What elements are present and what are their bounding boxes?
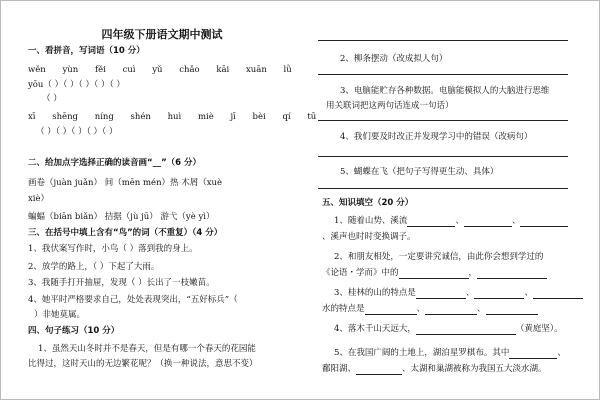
s3-item-1: 1、我伏案写作时，小鸟（ ）落到我的身上。	[28, 244, 198, 254]
pinyin: shén	[130, 112, 151, 122]
fill-blank[interactable]	[425, 306, 477, 315]
section-5-heading: 五、知识填空（20 分）	[322, 198, 414, 208]
fill-blank[interactable]	[509, 350, 557, 359]
pinyin: xuān	[245, 65, 267, 75]
fill-blank[interactable]	[520, 218, 568, 227]
r-q3b: 用关联词把这两句话连成一句话）	[326, 101, 454, 111]
fill-blank[interactable]	[477, 270, 547, 279]
fill-blank[interactable]	[533, 290, 583, 299]
r-q5: 5、蝴蝶在飞（把句子写得更生动、具体）	[340, 167, 499, 177]
k2a: 2、和朋友相处，一定要讲究诚信，由此你会想到学过的	[334, 252, 544, 262]
pinyin: yùn	[62, 65, 79, 75]
k2b-row: 《论语・学而》中的 ，	[322, 268, 547, 279]
k5a-row: 5、在我国广阔的土地上，湖泊星罗棋布。其中 、	[334, 348, 566, 358]
k1a: 1、随着山势、溪流	[334, 216, 408, 226]
pinyin: bèi	[252, 112, 266, 122]
fill-blank[interactable]	[365, 306, 417, 315]
fill-blank[interactable]	[399, 270, 469, 279]
k5a: 5、在我国广阔的土地上，湖泊星罗棋布。其中	[334, 348, 510, 358]
section-2-heading: 二、给加点字选择正确的读音画“__”（6 分）	[28, 158, 202, 168]
pinyin: lǜ	[283, 65, 292, 75]
pinyin: qí	[282, 112, 291, 122]
k3: 3、桂林的山的特点是	[334, 288, 416, 298]
s2-line-2: xiè）	[28, 194, 50, 204]
exam-title: 四年级下册语文期中测试	[101, 28, 223, 41]
fill-blank[interactable]	[464, 218, 512, 227]
r-q4: 4、我们要及时改正并发现学习中的错误（改病句）	[340, 132, 533, 142]
pinyin: wěn	[28, 65, 46, 75]
answer-brackets-row-2[interactable]: （ ）（ ）（ ）（ ）（ ）	[36, 127, 118, 137]
answer-line[interactable]	[318, 156, 568, 157]
pinyin: chǎo	[179, 65, 200, 75]
answer-line[interactable]	[318, 120, 568, 121]
pinyin: cuì	[122, 65, 136, 75]
pinyin: xī	[28, 112, 36, 122]
fill-blank[interactable]	[474, 290, 524, 299]
s3-item-3: 3、我随手打开抽屉，发现（ ）长出了一枝嫩苗。	[28, 278, 215, 288]
pinyin: miè	[197, 112, 214, 122]
answer-bracket-extra[interactable]: （ ）	[42, 94, 62, 104]
section-3-heading: 三、在括号中填上含有“鸟”的词（不重复）（4 分）	[28, 228, 223, 238]
pinyin: tū	[307, 112, 317, 122]
k3b-row: 水的特点是 、 、	[322, 304, 538, 315]
r-q3a: 3、电脑能贮存各种数据。电脑能模拟人的大脑进行思维	[340, 86, 550, 96]
pinyin-row-1	[28, 65, 306, 76]
pinyin: níng	[94, 112, 114, 122]
fill-blank[interactable]	[407, 218, 455, 227]
fill-blank[interactable]	[486, 306, 538, 315]
answer-brackets-row-1[interactable]: yōu（ ）（ ）（ ）（ ）（ ）	[28, 80, 125, 90]
k4b: （黄庭坚）。	[515, 324, 563, 334]
section-1-heading: 一、看拼音，写词语（10 分）	[28, 46, 145, 56]
k1b: 、溪声也时时变换调子。	[322, 232, 416, 242]
pinyin: yǔ	[152, 65, 163, 75]
k1a-row: 1、随着山势、溪流 、 、	[334, 216, 568, 227]
s3-item-4: 4、她平时严格要求自己，处处表现突出，“五好标兵”（	[28, 295, 238, 305]
pinyin: huì	[167, 112, 182, 122]
r-q2: 2、柳条摆动（改成拟人句）	[340, 54, 448, 64]
k4-row	[334, 324, 563, 335]
pinyin: jī	[230, 112, 236, 122]
k5c: 太湖和巢湖被称为我国五大淡水湖。	[410, 364, 547, 374]
s3-item-4-cont: ）非她莫属。	[34, 310, 86, 320]
answer-line[interactable]	[318, 188, 568, 189]
fill-blank[interactable]	[416, 326, 516, 335]
k2b: 《论语・学而》中的	[322, 268, 399, 278]
k3b: 水的特点是	[322, 304, 365, 314]
pinyin-row-2	[28, 112, 330, 123]
k3-row: 3、桂林的山的特点是 、 、	[334, 288, 583, 299]
answer-line[interactable]	[318, 74, 568, 75]
s4-item-1-cont: 比得过，这时天山的无边繁花呢？（换一种说法，意思不变）	[28, 359, 258, 369]
answer-line[interactable]	[318, 40, 568, 41]
s2-line-3: 蝙蝠（biān biǎn） 拮据（jù jū） 游弋（yè yì）	[28, 212, 215, 222]
k5b: 鄱阳湖、	[322, 364, 357, 374]
s3-item-2: 2、放学的路上，（ ）下起了大雨。	[28, 262, 160, 272]
k4: 4、落木千山天远大，	[334, 324, 416, 334]
fill-blank[interactable]	[416, 290, 466, 299]
pinyin: kāi	[216, 65, 230, 75]
k5b-row: 鄱阳湖、 、太湖和巢湖被称为我国五大淡水湖。	[322, 364, 547, 374]
s4-item-1: 1、虽然天山冬时并不是春天，但是有哪一个春天的花园能	[38, 344, 256, 354]
s2-line-1: 画卷（juàn juǎn） 间（mēn mén）热 木屑（xuè	[28, 178, 223, 188]
pinyin: shēng	[52, 112, 79, 122]
section-4-heading: 四、句子练习（10 分）	[28, 326, 120, 336]
fill-blank[interactable]	[356, 366, 402, 375]
pinyin: fěi	[94, 65, 106, 75]
